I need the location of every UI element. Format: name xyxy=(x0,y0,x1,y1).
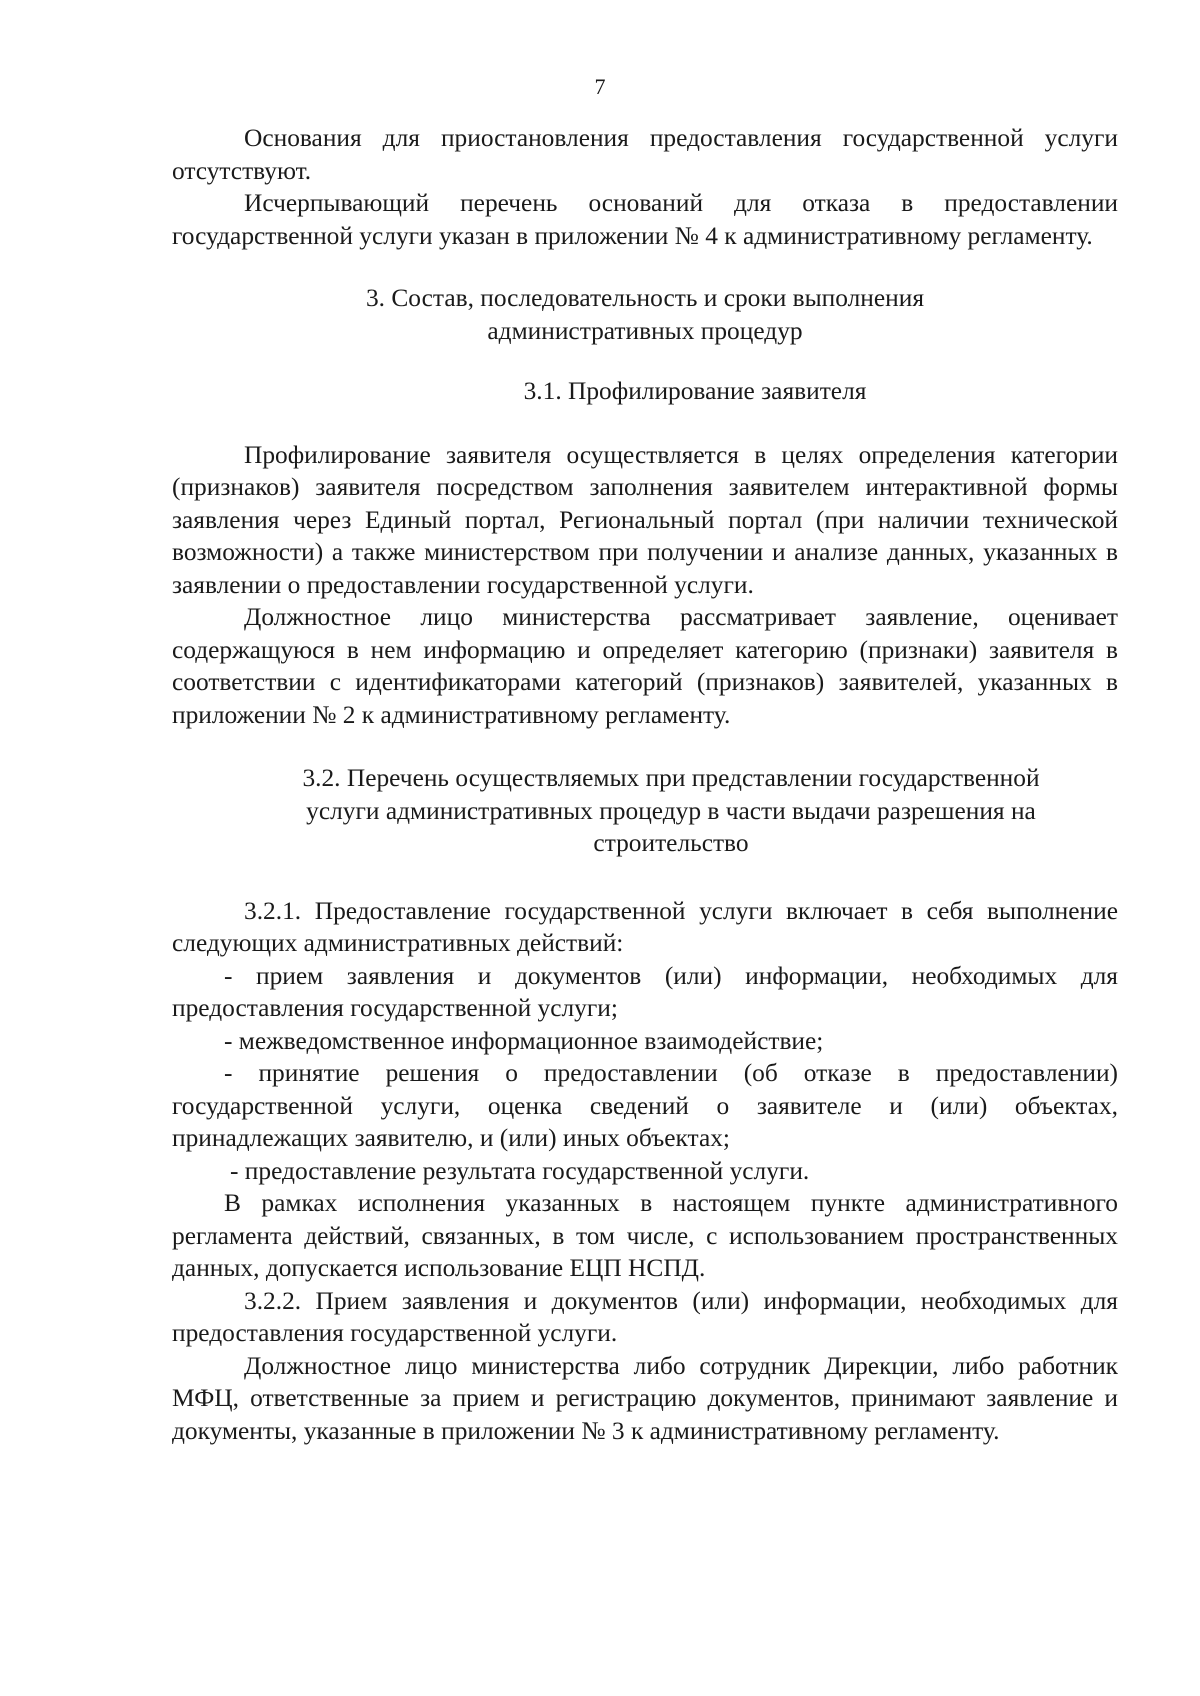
section-3-2-heading-line-1: 3.2. Перечень осуществляемых при представлении государственной xyxy=(302,764,1040,792)
section-3-heading-line-1: 3. Состав, последовательность и сроки выполнения xyxy=(365,284,925,312)
paragraph-responsible-officials: Должностное лицо министерства либо сотрудник Дирекции, либо работник МФЦ, ответственные за прием и регистрацию документов, принимают заявление и документы, указанные в приложении № 3 к административному регламенту. xyxy=(172,1351,1118,1445)
list-item-interagency: - межведомственное информационное взаимодействие; xyxy=(224,1026,824,1055)
list-item-decision: - принятие решения о предоставлении (об отказе в предоставлении) государственной услуги, оценка сведений о заявителе и (или) объектах, принадлежащих заявителю, и (или) иных объектах; xyxy=(172,1059,1118,1152)
paragraph-3-2-1: 3.2.1. Предоставление государственной услуги включает в себя выполнение следующих административных действий: xyxy=(172,896,1118,957)
section-3-heading-line-2: административных процедур xyxy=(487,316,803,345)
list-item-result: - предоставление результата государственной услуги. xyxy=(230,1156,810,1185)
paragraph-3-2-2: 3.2.2. Прием заявления и документов (или) информации, необходимых для предоставления государственной услуги. xyxy=(172,1286,1118,1347)
document-body xyxy=(172,122,1118,1447)
page-number: 7 xyxy=(594,74,606,99)
paragraph-official-review: Должностное лицо министерства рассматривает заявление, оценивает содержащуюся в нем информацию и определяет категорию (признаки) заявителя в соответствии с идентификаторами категорий (признаков) заявителей, указанных в приложении № 2 к административному регламенту. xyxy=(172,603,1118,729)
section-3-2-heading xyxy=(172,762,1118,860)
paragraph-spatial-data: В рамках исполнения указанных в настоящем пункте административного регламента действий, связанных, в том числе, с использованием пространственных данных, допускается использование ЕЦП НСПД. xyxy=(172,1189,1118,1282)
paragraph-profiling: Профилирование заявителя осуществляется в целях определения категории (признаков) заявителя посредством заполнения заявителем интерактивной формы заявления через Единый портал, Региональный портал (при наличии технической возможности) а также министерством при получении и анализе данных, указанных в заявлении о предоставлении государственной услуги. xyxy=(172,440,1118,599)
section-3-2-heading-line-2: услуги административных процедур в части выдачи разрешения на xyxy=(306,796,1036,825)
paragraph-no-suspension-grounds: Основания для приостановления предоставления государственной услуги отсутствуют. xyxy=(172,124,1118,185)
list-item-reception: - прием заявления и документов (или) информации, необходимых для предоставления государственной услуги; xyxy=(172,961,1118,1022)
section-3-1-heading: 3.1. Профилирование заявителя xyxy=(523,377,867,405)
section-3-heading xyxy=(172,282,1118,347)
section-3-2-heading-line-3: строительство xyxy=(593,829,749,857)
paragraph-refusal-grounds: Исчерпывающий перечень оснований для отказа в предоставлении государственной услуги указан в приложении № 4 к административному регламенту. xyxy=(172,189,1118,250)
